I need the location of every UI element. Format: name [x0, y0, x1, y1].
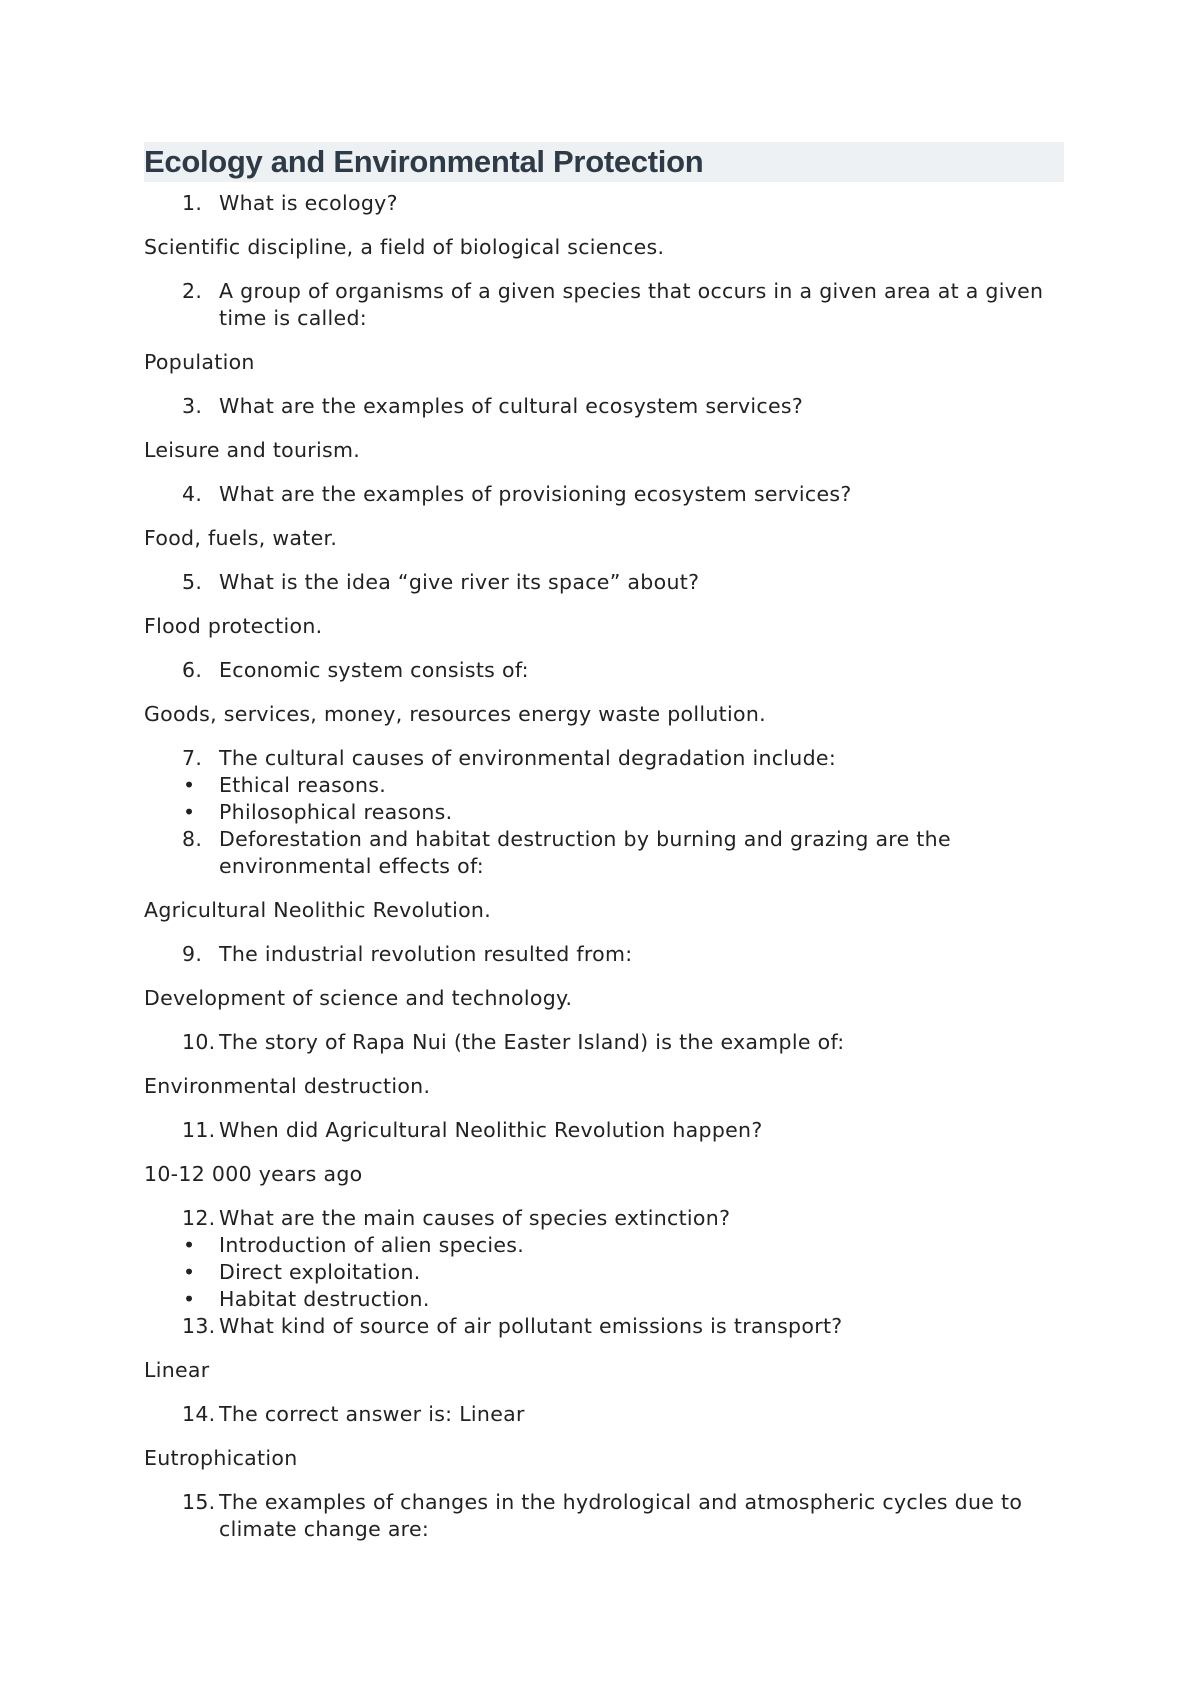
answer: Eutrophication — [144, 1446, 298, 1470]
question-number: 5. — [182, 570, 203, 594]
question — [144, 1489, 1064, 1543]
answer: Environmental destruction. — [144, 1074, 431, 1098]
question-number: 6. — [182, 658, 203, 682]
question-text: The examples of changes in the hydrological and atmospheric cycles due to climate change are: — [219, 1490, 1023, 1541]
answer: Food, fuels, water. — [144, 526, 338, 550]
question-text: What are the examples of provisioning ecosystem services? — [219, 482, 852, 506]
question — [144, 190, 1064, 217]
bullet-text: Habitat destruction. — [219, 1287, 430, 1311]
question-text: The industrial revolution resulted from: — [219, 942, 633, 966]
question-number: 12. — [182, 1206, 216, 1230]
bullet-glyph: • — [183, 1260, 196, 1284]
question-text: What is the idea “give river its space” about? — [219, 570, 700, 594]
question-text: What kind of source of air pollutant emissions is transport? — [219, 1314, 843, 1338]
bullet-item — [144, 1232, 1064, 1259]
bullet-glyph: • — [183, 1287, 196, 1311]
bullet-glyph: • — [183, 1233, 196, 1257]
bullet-item — [144, 772, 1064, 799]
document — [144, 142, 1064, 1560]
question-number: 11. — [182, 1118, 216, 1142]
bullet-text: Ethical reasons. — [219, 773, 387, 797]
question — [144, 278, 1064, 332]
question-number: 7. — [182, 746, 203, 770]
question — [144, 393, 1064, 420]
question-number: 9. — [182, 942, 203, 966]
question-number: 14. — [182, 1402, 216, 1426]
answer: Population — [144, 350, 255, 374]
question-number: 8. — [182, 827, 203, 851]
question-text: What is ecology? — [219, 191, 398, 215]
question-number: 4. — [182, 482, 203, 506]
question-number: 10. — [182, 1030, 216, 1054]
question-text: Economic system consists of: — [219, 658, 529, 682]
question-number: 3. — [182, 394, 203, 418]
question-text: When did Agricultural Neolithic Revolution happen? — [219, 1118, 763, 1142]
question-number: 1. — [182, 191, 203, 215]
answer: Development of science and technology. — [144, 986, 573, 1010]
bullet-item — [144, 1286, 1064, 1313]
question-text: The story of Rapa Nui (the Easter Island) is the example of: — [219, 1030, 845, 1054]
question — [144, 1205, 1064, 1232]
answer: Goods, services, money, resources energy waste pollution. — [144, 702, 766, 726]
question-text: The correct answer is: Linear — [219, 1402, 525, 1426]
bullet-item — [144, 799, 1064, 826]
answer: Scientific discipline, a field of biological sciences. — [144, 235, 665, 259]
bullet-text: Philosophical reasons. — [219, 800, 453, 824]
answer: Leisure and tourism. — [144, 438, 361, 462]
answer: Linear — [144, 1358, 210, 1382]
question — [144, 745, 1064, 772]
question — [144, 569, 1064, 596]
document-title: Ecology and Environmental Protection — [144, 142, 1064, 182]
answer: Flood protection. — [144, 614, 323, 638]
question-number: 13. — [182, 1314, 216, 1338]
bullet-text: Direct exploitation. — [219, 1260, 421, 1284]
bullet-glyph: • — [183, 800, 196, 824]
question-number: 15. — [182, 1490, 216, 1514]
question — [144, 1029, 1064, 1056]
question — [144, 1401, 1064, 1428]
question — [144, 481, 1064, 508]
answer: Agricultural Neolithic Revolution. — [144, 898, 492, 922]
bullet-item — [144, 1259, 1064, 1286]
answer: 10-12 000 years ago — [144, 1162, 363, 1186]
question-text: What are the examples of cultural ecosystem services? — [219, 394, 804, 418]
bullet-glyph: • — [183, 773, 196, 797]
question-text: What are the main causes of species extinction? — [219, 1206, 731, 1230]
question-text: Deforestation and habitat destruction by burning and grazing are the environmental effects of: — [219, 827, 951, 878]
question — [144, 657, 1064, 684]
question — [144, 941, 1064, 968]
question — [144, 1313, 1064, 1340]
question-number: 2. — [182, 279, 203, 303]
question-text: The cultural causes of environmental degradation include: — [219, 746, 837, 770]
question-text: A group of organisms of a given species that occurs in a given area at a given time is called: — [219, 279, 1044, 330]
question — [144, 826, 1064, 880]
question — [144, 1117, 1064, 1144]
bullet-text: Introduction of alien species. — [219, 1233, 525, 1257]
